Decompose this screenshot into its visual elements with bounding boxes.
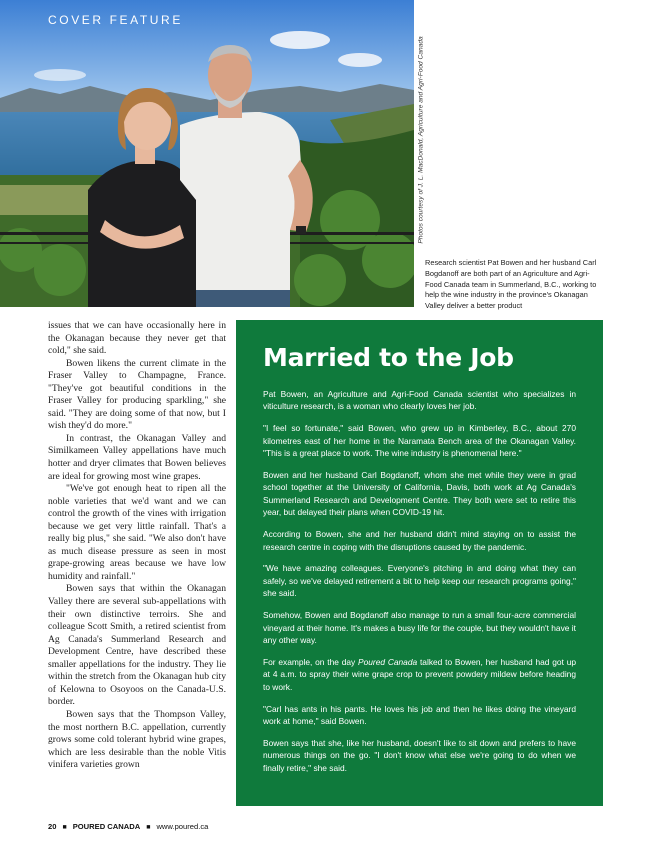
cover-photo	[0, 0, 414, 307]
article-paragraph: Bowen says that within the Okanagan Valley there are several sub-appellations with their own distinctive terroirs. She and colleague Scott Smith, a retired scientist from Ag Canada's Summerland Research and Development Centre, have described these smaller appellations for the industry. They lie within the stretch from the Okanagan hub city of Kelowna to Osoyoos on the Canada-U.S. border.	[48, 583, 226, 708]
sidebar-text: talked to Bowen, her husband had got up at 4 a.m. to spray their wine grape crop to prevent powdery mildew before heading to work.	[263, 656, 577, 692]
article-paragraph: In contrast, the Okanagan Valley and Similkameen Valley appellations have much hotter and dryer climates that Bowen believes are ideal for growing most wine grapes.	[48, 432, 226, 482]
page-footer	[48, 822, 208, 831]
article-paragraph: "We've got enough heat to ripen all the noble varieties that we'd want and we can control the growth of the vines with irrigation because we get very little rainfall. That's a really big plus," she said. "We also don't have as much disease pressure as seen in most grape-growing areas because we have low humidity and rainfall."	[48, 483, 226, 582]
photo-credit: Photos courtesy of J. L. MacDonald, Agriculture and Agri-Food Canada	[417, 36, 425, 244]
separator: ■	[146, 824, 151, 831]
sidebar-paragraph	[263, 656, 576, 693]
sidebar-paragraph: "Carl has ants in his pants. He loves his job and then he likes doing the vineyard work at home," said Bowen.	[263, 703, 576, 727]
sidebar-box	[236, 320, 603, 806]
sidebar-paragraph: Bowen says that she, like her husband, doesn't like to sit down and prefers to have numerous things on the go. "I don't know what else we're going to do when we finally retire," she said.	[263, 737, 576, 773]
sidebar-paragraph: According to Bowen, she and her husband didn't mind staying on to assist the research centre in coping with the disruptions caused by the pandemic.	[263, 529, 576, 552]
website-url: www.poured.ca	[156, 822, 209, 831]
sidebar-paragraph: Bowen and her husband Carl Bogdanoff, whom she met while they were in grad school together at the University of California, Davis, both work at Ag Canada's Summerland Research and Development Centre. They both were set to retire this year, but delayed their plans when COVID-19 hit.	[263, 470, 576, 518]
sidebar-paragraph: Pat Bowen, an Agriculture and Agri-Food Canada scientist who specializes in viticulture research, is a woman who clearly loves her job.	[263, 389, 576, 412]
sidebar-paragraph: "I feel so fortunate," said Bowen, who grew up in Kimberley, B.C., about 270 kilometres east of her home in the Naramata Bench area of the Okanagan Valley. "This is a great place to work. The wine industry is phenomenal here."	[263, 423, 576, 459]
sidebar-title: Married to the Job	[263, 343, 514, 372]
photo-caption: Research scientist Pat Bowen and her husband Carl Bogdanoff are both part of an Agriculture and Agri-Food Canada team in Summerland, B.C., working to help the wine industry in the province's Okanagan Valley deliver a better product	[425, 258, 597, 311]
page-number: 20	[48, 822, 57, 831]
sidebar-paragraph: "We have amazing colleagues. Everyone's pitching in and doing what they can safely, so we've delayed retirement a bit to help keep our research programs going," she said.	[263, 563, 576, 599]
publication-name: Poured Canada	[358, 656, 418, 667]
article-paragraph: Bowen says that the Thompson Valley, the most northern B.C. appellation, currently grows some cold tolerant hybrid wine grapes, which are less desirable than the noble Vitis vinifera varieties grown	[48, 708, 226, 771]
article-left-column	[48, 320, 226, 772]
sidebar-paragraph: Somehow, Bowen and Bogdanoff also manage to run a small four-acre commercial vineyard at their home. It's makes a busy life for the couple, but they wouldn't have it any other way.	[263, 610, 576, 645]
separator: ■	[62, 824, 67, 831]
section-label: COVER FEATURE	[48, 13, 183, 27]
article-paragraph: issues that we can have occasionally here in the Okanagan because they never get that cold," she said.	[48, 320, 226, 357]
article-paragraph: Bowen likens the current climate in the Fraser Valley to Champagne, France. "They've got beautiful conditions in the Fraser Valley for producing sparkling," she said. "They are doing some of that now, but I wish they'd do more."	[48, 357, 226, 432]
sidebar-text: For example, on the day	[263, 656, 359, 667]
publication-title: POURED CANADA	[72, 822, 141, 831]
